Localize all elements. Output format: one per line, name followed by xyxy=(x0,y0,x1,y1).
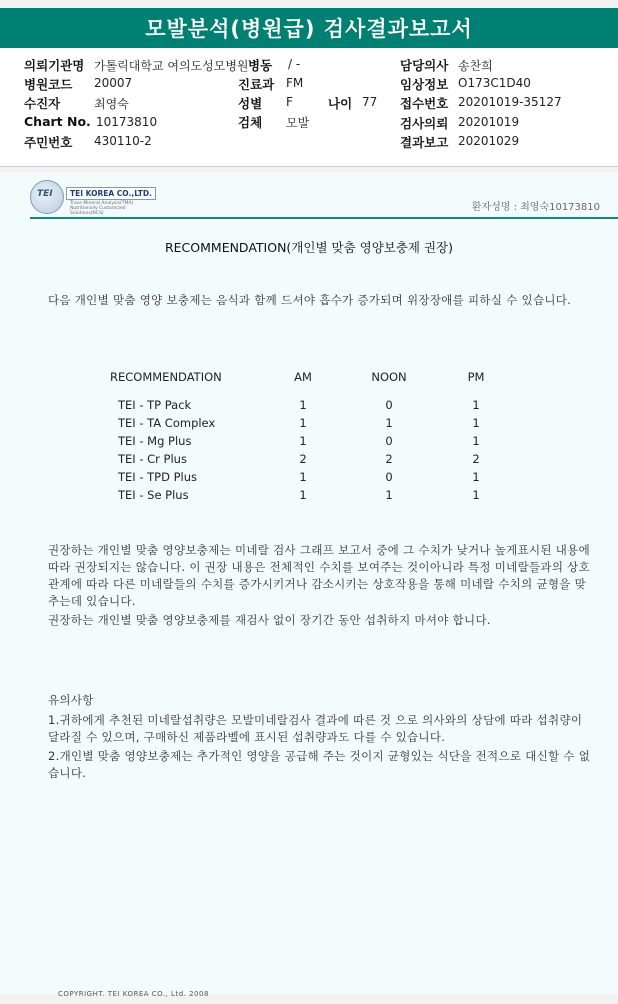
report-date-label: 결과보고 xyxy=(400,135,449,150)
noon-dose: 1 xyxy=(385,488,393,502)
resident-no-label: 주민번호 xyxy=(24,135,73,150)
supplement-name: TEI - TA Complex xyxy=(118,416,216,430)
warning-paragraph: 권장하는 개인별 맞춤 영양보충제를 재검사 없이 장기간 동안 섭취하지 마셔야 합니다. xyxy=(48,613,491,627)
supplement-name: TEI - Se Plus xyxy=(118,488,189,502)
report-date-value: 20201029 xyxy=(458,134,520,148)
notes-title: 유의사항 xyxy=(48,693,94,707)
hospital-code-value: 20007 xyxy=(94,76,133,90)
noon-dose: 0 xyxy=(385,470,393,484)
patient-info-panel xyxy=(0,48,618,166)
request-date-label: 검사의뢰 xyxy=(400,116,449,131)
doctor-label: 담당의사 xyxy=(400,58,449,73)
am-dose: 2 xyxy=(299,452,307,466)
requester-value: 가톨릭대학교 여의도성모병원 xyxy=(94,59,249,73)
am-dose: 1 xyxy=(299,434,307,448)
copyright-text: COPYRIGHT. TEI KOREA CO., Ltd. 2008 xyxy=(58,990,209,998)
noon-dose: 1 xyxy=(385,416,393,430)
tei-logo-subtitle: Trace Mineral Analysis(TMA) Nutritionally Customized Solutions(NCS) xyxy=(70,201,134,216)
divider xyxy=(0,166,618,167)
pm-dose: 1 xyxy=(472,470,480,484)
specimen-value: 모발 xyxy=(286,116,310,130)
clinical-label: 임상정보 xyxy=(400,77,449,92)
am-dose: 1 xyxy=(299,416,307,430)
sex-label: 성별 xyxy=(238,96,263,111)
age-value: 77 xyxy=(362,95,378,109)
noon-dose: 0 xyxy=(385,398,393,412)
request-date-value: 20201019 xyxy=(458,115,520,129)
supplement-name: TEI - Mg Plus xyxy=(118,434,192,448)
recipient-value: 최영숙 xyxy=(94,97,129,111)
ward-label: 병동 xyxy=(248,58,273,73)
dept-label: 진료과 xyxy=(238,77,275,92)
intro-paragraph: 다음 개인별 맞춤 영양 보충제는 음식과 함께 드셔야 흡수가 증가되며 위장장애를 피하실 수 있습니다. xyxy=(48,293,572,307)
ward-value: / - xyxy=(288,57,301,71)
chart-no-label: Chart No. xyxy=(24,114,91,129)
note-1: 1.귀하에게 추천된 미네랄섭취량은 모발미네랄검사 결과에 따른 것 으로 의사와의 상담에 따라 섭취량이 달라질 수 있으며, 구매하신 제품라벨에 표시된 섭취량과도 다를 수 있습니다. xyxy=(48,713,583,744)
recommendation-heading: RECOMMENDATION(개인별 맞춤 영양보충제 권장) xyxy=(164,240,454,255)
noon-dose: 2 xyxy=(385,452,393,466)
age-label: 나이 xyxy=(328,96,353,111)
chart-no-value: 10173810 xyxy=(96,115,158,129)
table-row xyxy=(110,450,496,468)
explanation-paragraph: 권장하는 개인별 맞춤 영양보충제는 미네랄 검사 그래프 보고서 중에 그 수치가 낮거나 높게표시된 내용에 따라 권장되지는 않습니다. 이 권장 내용은 전체적인 수치를 보여주는 것이아니라 특정 미네랄들과의 상호관계에 따라 다른 미네랄들의 수치를 증가시키거나 감소시키는 상호작용을 통해 미네랄 수치의 균형을 맞추는데 있습니다. xyxy=(48,543,591,608)
tei-logo xyxy=(30,178,160,214)
col-am: AM xyxy=(294,370,312,384)
supplement-name: TEI - TPD Plus xyxy=(118,470,198,484)
supplement-name: TEI - TP Pack xyxy=(118,398,192,412)
recommendation-table xyxy=(110,370,496,504)
table-row xyxy=(110,414,496,432)
resident-no-value: 430110-2 xyxy=(94,134,152,148)
pm-dose: 1 xyxy=(472,416,480,430)
report-title: 모발분석(병원급) 검사결과보고서 xyxy=(0,8,618,50)
tei-logo-text: TEI KOREA CO.,LTD. xyxy=(66,187,156,200)
note-2: 2.개인별 맞춤 영양보충제는 추가적인 영양을 공급해 주는 것이지 균형있는 식단을 전적으로 대신할 수 없습니다. xyxy=(48,749,591,780)
recommendation-document xyxy=(0,172,618,994)
col-recommendation: RECOMMENDATION xyxy=(110,370,222,384)
doctor-value: 송찬희 xyxy=(458,59,493,73)
pm-dose: 1 xyxy=(472,434,480,448)
receipt-no-value: 20201019-35127 xyxy=(458,95,562,109)
dept-value: FM xyxy=(286,76,304,90)
requester-label: 의뢰기관명 xyxy=(24,58,85,73)
tei-logo-icon: TEI xyxy=(30,180,64,214)
hospital-code-label: 병원코드 xyxy=(24,77,73,92)
header-rule xyxy=(30,217,618,219)
table-row xyxy=(110,468,496,486)
col-noon: NOON xyxy=(371,370,407,384)
table-header-row xyxy=(110,370,496,396)
am-dose: 1 xyxy=(299,398,307,412)
pm-dose: 1 xyxy=(472,488,480,502)
table-row xyxy=(110,432,496,450)
pm-dose: 2 xyxy=(472,452,480,466)
sex-value: F xyxy=(286,95,293,109)
noon-dose: 0 xyxy=(385,434,393,448)
pm-dose: 1 xyxy=(472,398,480,412)
specimen-label: 검체 xyxy=(238,115,263,130)
table-row xyxy=(110,396,496,414)
recipient-label: 수진자 xyxy=(24,96,61,111)
supplement-name: TEI - Cr Plus xyxy=(118,452,187,466)
receipt-no-label: 접수번호 xyxy=(400,96,449,111)
am-dose: 1 xyxy=(299,488,307,502)
patient-name: 환자성명 : 최영숙10173810 xyxy=(471,202,600,213)
am-dose: 1 xyxy=(299,470,307,484)
col-pm: PM xyxy=(467,370,485,384)
table-row xyxy=(110,486,496,504)
clinical-value: O173C1D40 xyxy=(458,76,531,90)
